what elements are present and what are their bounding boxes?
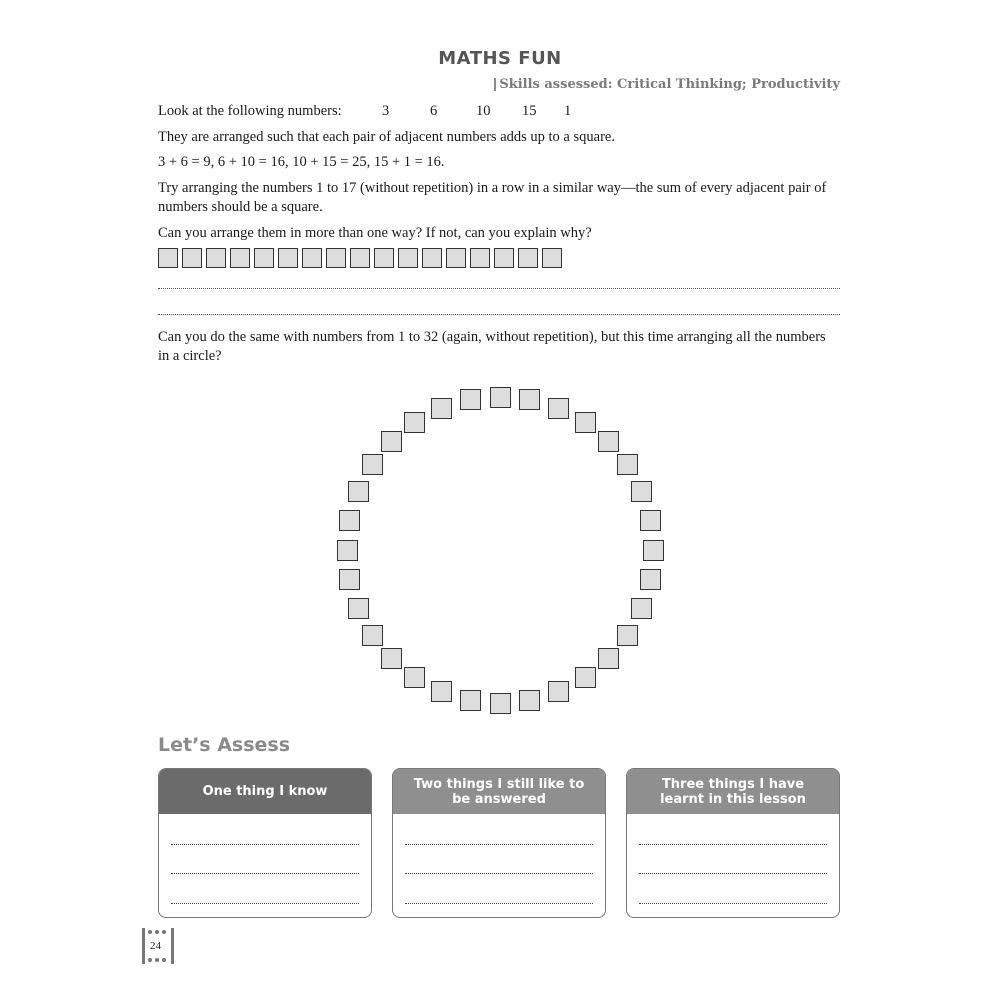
circle-answer-box[interactable] [631,481,652,502]
circle-answer-box[interactable] [640,569,661,590]
try-text-line1: Try arranging the numbers 1 to 17 (without repetition) in a row in a similar way—the sum of every adjacent pair of [158,180,827,196]
card-answer-line[interactable] [171,903,359,904]
abacus-bead [148,958,152,962]
try-text-line2: numbers should be a square. [158,199,323,215]
card-answer-line[interactable] [639,844,827,845]
abacus-bead [162,958,166,962]
abacus-bead [162,930,166,934]
circle-answer-box[interactable] [381,648,402,669]
number-item: 15 [522,103,537,119]
answer-box[interactable] [158,248,178,268]
card-answer-line[interactable] [639,903,827,904]
circle-answer-box[interactable] [381,431,402,452]
circle-answer-box[interactable] [362,625,383,646]
card-know [158,768,372,918]
circle-answer-box[interactable] [490,693,511,714]
answer-box[interactable] [422,248,442,268]
answer-box[interactable] [326,248,346,268]
card-questions [392,768,606,918]
card-header: Three things I have learnt in this lesson [627,769,839,814]
answer-box[interactable] [494,248,514,268]
circle-question-line2: in a circle? [158,348,222,364]
numbers-line [158,102,848,121]
circle-answer-box[interactable] [460,389,481,410]
circle-answer-box[interactable] [548,681,569,702]
number-item: 10 [476,103,491,119]
circle-answer-box[interactable] [617,454,638,475]
circle-answer-box[interactable] [575,667,596,688]
circle-answer-box[interactable] [348,481,369,502]
page-number: 24 [150,940,161,952]
circle-answer-box[interactable] [339,569,360,590]
answer-line[interactable] [158,314,840,315]
circle-answer-box[interactable] [575,412,596,433]
circle-answer-box[interactable] [337,540,358,561]
answer-box[interactable] [278,248,298,268]
circle-answer-box[interactable] [348,598,369,619]
abacus-bead [155,930,159,934]
abacus-bead [155,958,159,962]
circle-answer-box[interactable] [631,598,652,619]
abacus-rail [142,928,145,964]
skills-text: Skills assessed: Critical Thinking; Productivity [499,77,840,92]
arranged-text: They are arranged such that each pair of adjacent numbers adds up to a square. [158,129,615,145]
answer-box[interactable] [302,248,322,268]
circle-answer-box[interactable] [519,389,540,410]
circle-answer-box[interactable] [404,667,425,688]
card-header: Two things I still like to be answered [393,769,605,814]
number-item: 3 [382,103,390,119]
answer-box[interactable] [518,248,538,268]
page-title: MATHS FUN [438,48,562,69]
circle-answer-box[interactable] [519,690,540,711]
card-answer-line[interactable] [639,873,827,874]
answer-box[interactable] [182,248,202,268]
circle-answer-box[interactable] [362,454,383,475]
circle-answer-box[interactable] [490,387,511,408]
number-item: 6 [430,103,438,119]
circle-answer-box[interactable] [460,690,481,711]
circle-answer-box[interactable] [404,412,425,433]
circle-answer-box[interactable] [431,681,452,702]
answer-box[interactable] [350,248,370,268]
answer-box[interactable] [374,248,394,268]
sums-text: 3 + 6 = 9, 6 + 10 = 16, 10 + 15 = 25, 15 + 1 = 16. [158,154,445,170]
skills-assessed: | Skills assessed: Critical Thinking; Productivity [492,77,840,92]
card-header: One thing I know [159,769,371,814]
abacus-bead [148,930,152,934]
circle-question-line1: Can you do the same with numbers from 1 to 32 (again, without repetition), but this time arranging all the numbers [158,329,826,345]
card-answer-line[interactable] [405,844,593,845]
look-label: Look at the following numbers: [158,103,342,119]
circle-answer-box[interactable] [617,625,638,646]
answer-box-row [158,248,562,268]
card-answer-line[interactable] [405,873,593,874]
abacus-rail [171,928,174,964]
question-text: Can you arrange them in more than one way? If not, can you explain why? [158,225,592,241]
answer-box[interactable] [206,248,226,268]
answer-box[interactable] [542,248,562,268]
answer-line[interactable] [158,288,840,289]
page-number-badge [142,928,174,964]
card-learnt [626,768,840,918]
circle-answer-box[interactable] [548,398,569,419]
answer-box[interactable] [230,248,250,268]
answer-box[interactable] [398,248,418,268]
answer-box[interactable] [446,248,466,268]
card-answer-line[interactable] [171,844,359,845]
answer-box[interactable] [254,248,274,268]
number-item: 1 [564,103,572,119]
circle-answer-box[interactable] [643,540,664,561]
circle-answer-box[interactable] [431,398,452,419]
card-answer-line[interactable] [405,903,593,904]
circle-answer-box[interactable] [598,431,619,452]
circle-answer-box[interactable] [640,510,661,531]
card-answer-line[interactable] [171,873,359,874]
circle-answer-box[interactable] [339,510,360,531]
answer-box[interactable] [470,248,490,268]
assess-title: Let’s Assess [158,734,291,756]
circle-answer-box[interactable] [598,648,619,669]
